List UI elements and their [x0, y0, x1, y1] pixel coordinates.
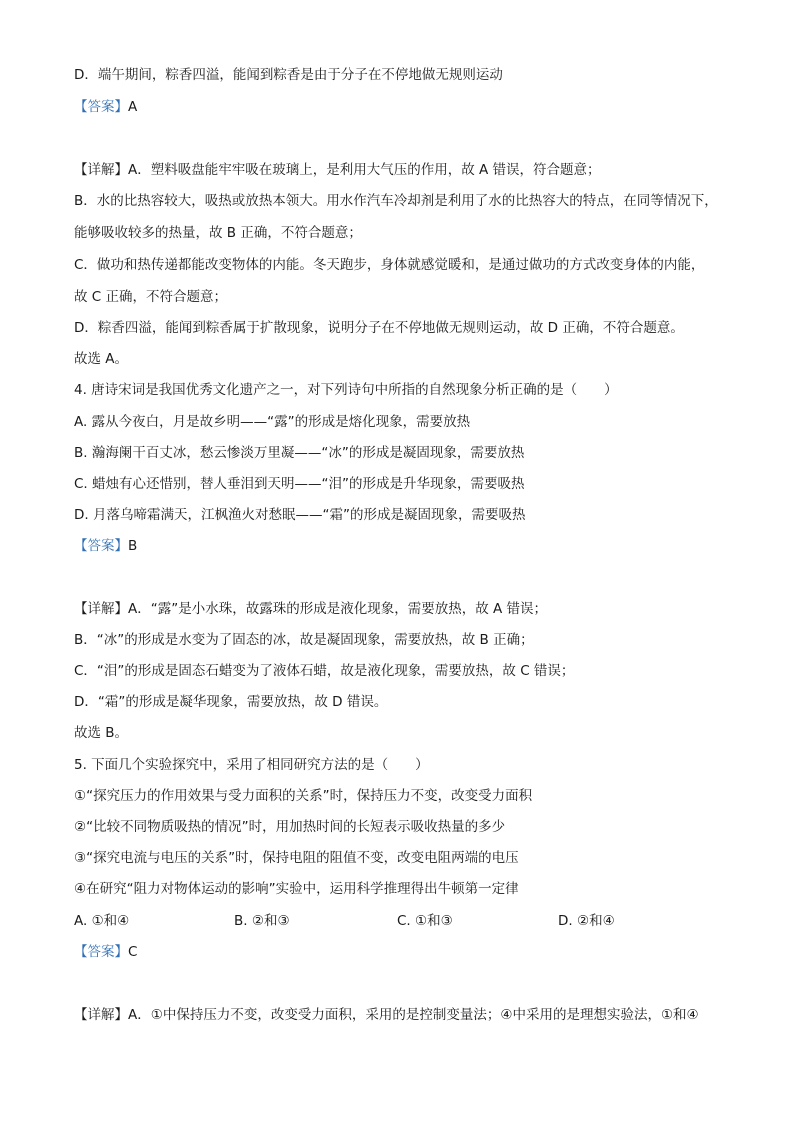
- q5-item-1: ①“探究压力的作用效果与受力面积的关系”时，保持压力不变，改变受力面积: [74, 788, 533, 804]
- q4-option-c: C. 蜡烛有心还惜别，替人垂泪到天明——“泪”的形成是升华现象，需要吸热: [74, 476, 525, 492]
- q4-option-a: A. 露从今夜白，月是故乡明——“露”的形成是熔化现象，需要放热: [74, 414, 471, 430]
- detail-tag: 【详解】: [74, 601, 128, 617]
- answer-tag: 【答案】: [74, 538, 128, 554]
- answer-value: A: [128, 99, 138, 115]
- q4-detail-3: C．“泪”的形成是固态石蜡变为了液体石蜡，故是液化现象，需要放热，故 C 错误；: [74, 663, 575, 679]
- q5-item-3: ③“探究电流与电压的关系”时，保持电阻的阻值不变，改变电阻两端的电压: [74, 850, 519, 866]
- q5-option-a: A. ①和④: [74, 913, 130, 929]
- q5-detail-1: 【详解】A．①中保持压力不变，改变受力面积，采用的是控制变量法；④中采用的是理想实验法，①和④: [74, 1007, 699, 1023]
- q5-option-b: B. ②和③: [234, 913, 290, 929]
- q4-detail-4: D．“霜”的形成是凝华现象，需要放热，故 D 错误。: [74, 694, 388, 710]
- q4-option-b: B. 瀚海阑干百丈冰，愁云惨淡万里凝——“冰”的形成是凝固现象，需要放热: [74, 445, 525, 461]
- detail-tag: 【详解】: [74, 162, 128, 178]
- q3-option-d: D．端午期间，粽香四溢，能闻到粽香是由于分子在不停地做无规则运动: [74, 67, 503, 83]
- q5-option-d: D. ②和④: [558, 913, 615, 929]
- q4-detail-1: 【详解】A．“露”是小水珠，故露珠的形成是液化现象，需要放热，故 A 错误；: [74, 601, 548, 617]
- answer-tag: 【答案】: [74, 99, 128, 115]
- answer-value: C: [128, 944, 138, 960]
- q3-conclusion: 故选 A。: [74, 351, 129, 367]
- q4-option-d: D. 月落乌啼霜满天，江枫渔火对愁眠——“霜”的形成是凝固现象，需要吸热: [74, 507, 526, 523]
- q5-stem: 5. 下面几个实验探究中，采用了相同研究方法的是（ ）: [74, 757, 429, 773]
- q3-detail-1: 【详解】A．塑料吸盘能牢牢吸在玻璃上，是利用大气压的作用，故 A 错误，符合题意；: [74, 162, 601, 178]
- q3-detail-2: B．水的比热容较大，吸热或放热本领大。用水作汽车冷却剂是利用了水的比热容大的特点，在同等情况下，: [74, 193, 718, 209]
- q3-detail-4: C．做功和热传递都能改变物体的内能。冬天跑步，身体就感觉暖和，是通过做功的方式改变身体的内能，: [74, 257, 705, 273]
- q4-conclusion: 故选 B。: [74, 725, 129, 741]
- q5-answer: [74, 943, 137, 961]
- q4-answer: [74, 537, 137, 555]
- q5-item-4: ④在研究“阻力对物体运动的影响”实验中，运用科学推理得出牛顿第一定律: [74, 881, 519, 897]
- q4-detail-2: B．“冰”的形成是水变为了固态的冰，故是凝固现象，需要放热，故 B 正确；: [74, 632, 534, 648]
- q4-stem: 4. 唐诗宋词是我国优秀文化遗产之一，对下列诗句中所指的自然现象分析正确的是（ ）: [74, 382, 618, 398]
- q3-detail-3: 能够吸收较多的热量，故 B 正确，不符合题意；: [74, 225, 362, 241]
- q5-option-c: C. ①和③: [397, 913, 453, 929]
- q3-detail-5: 故 C 正确，不符合题意；: [74, 289, 228, 305]
- answer-tag: 【答案】: [74, 944, 128, 960]
- detail-tag: 【详解】: [74, 1007, 128, 1023]
- q5-item-2: ②“比较不同物质吸热的情况”时，用加热时间的长短表示吸收热量的多少: [74, 819, 506, 835]
- answer-value: B: [128, 538, 138, 554]
- q3-answer: [74, 98, 137, 116]
- q3-detail-6: D．粽香四溢，能闻到粽香属于扩散现象，说明分子在不停地做无规则运动，故 D 正确，不符合题意。: [74, 320, 684, 336]
